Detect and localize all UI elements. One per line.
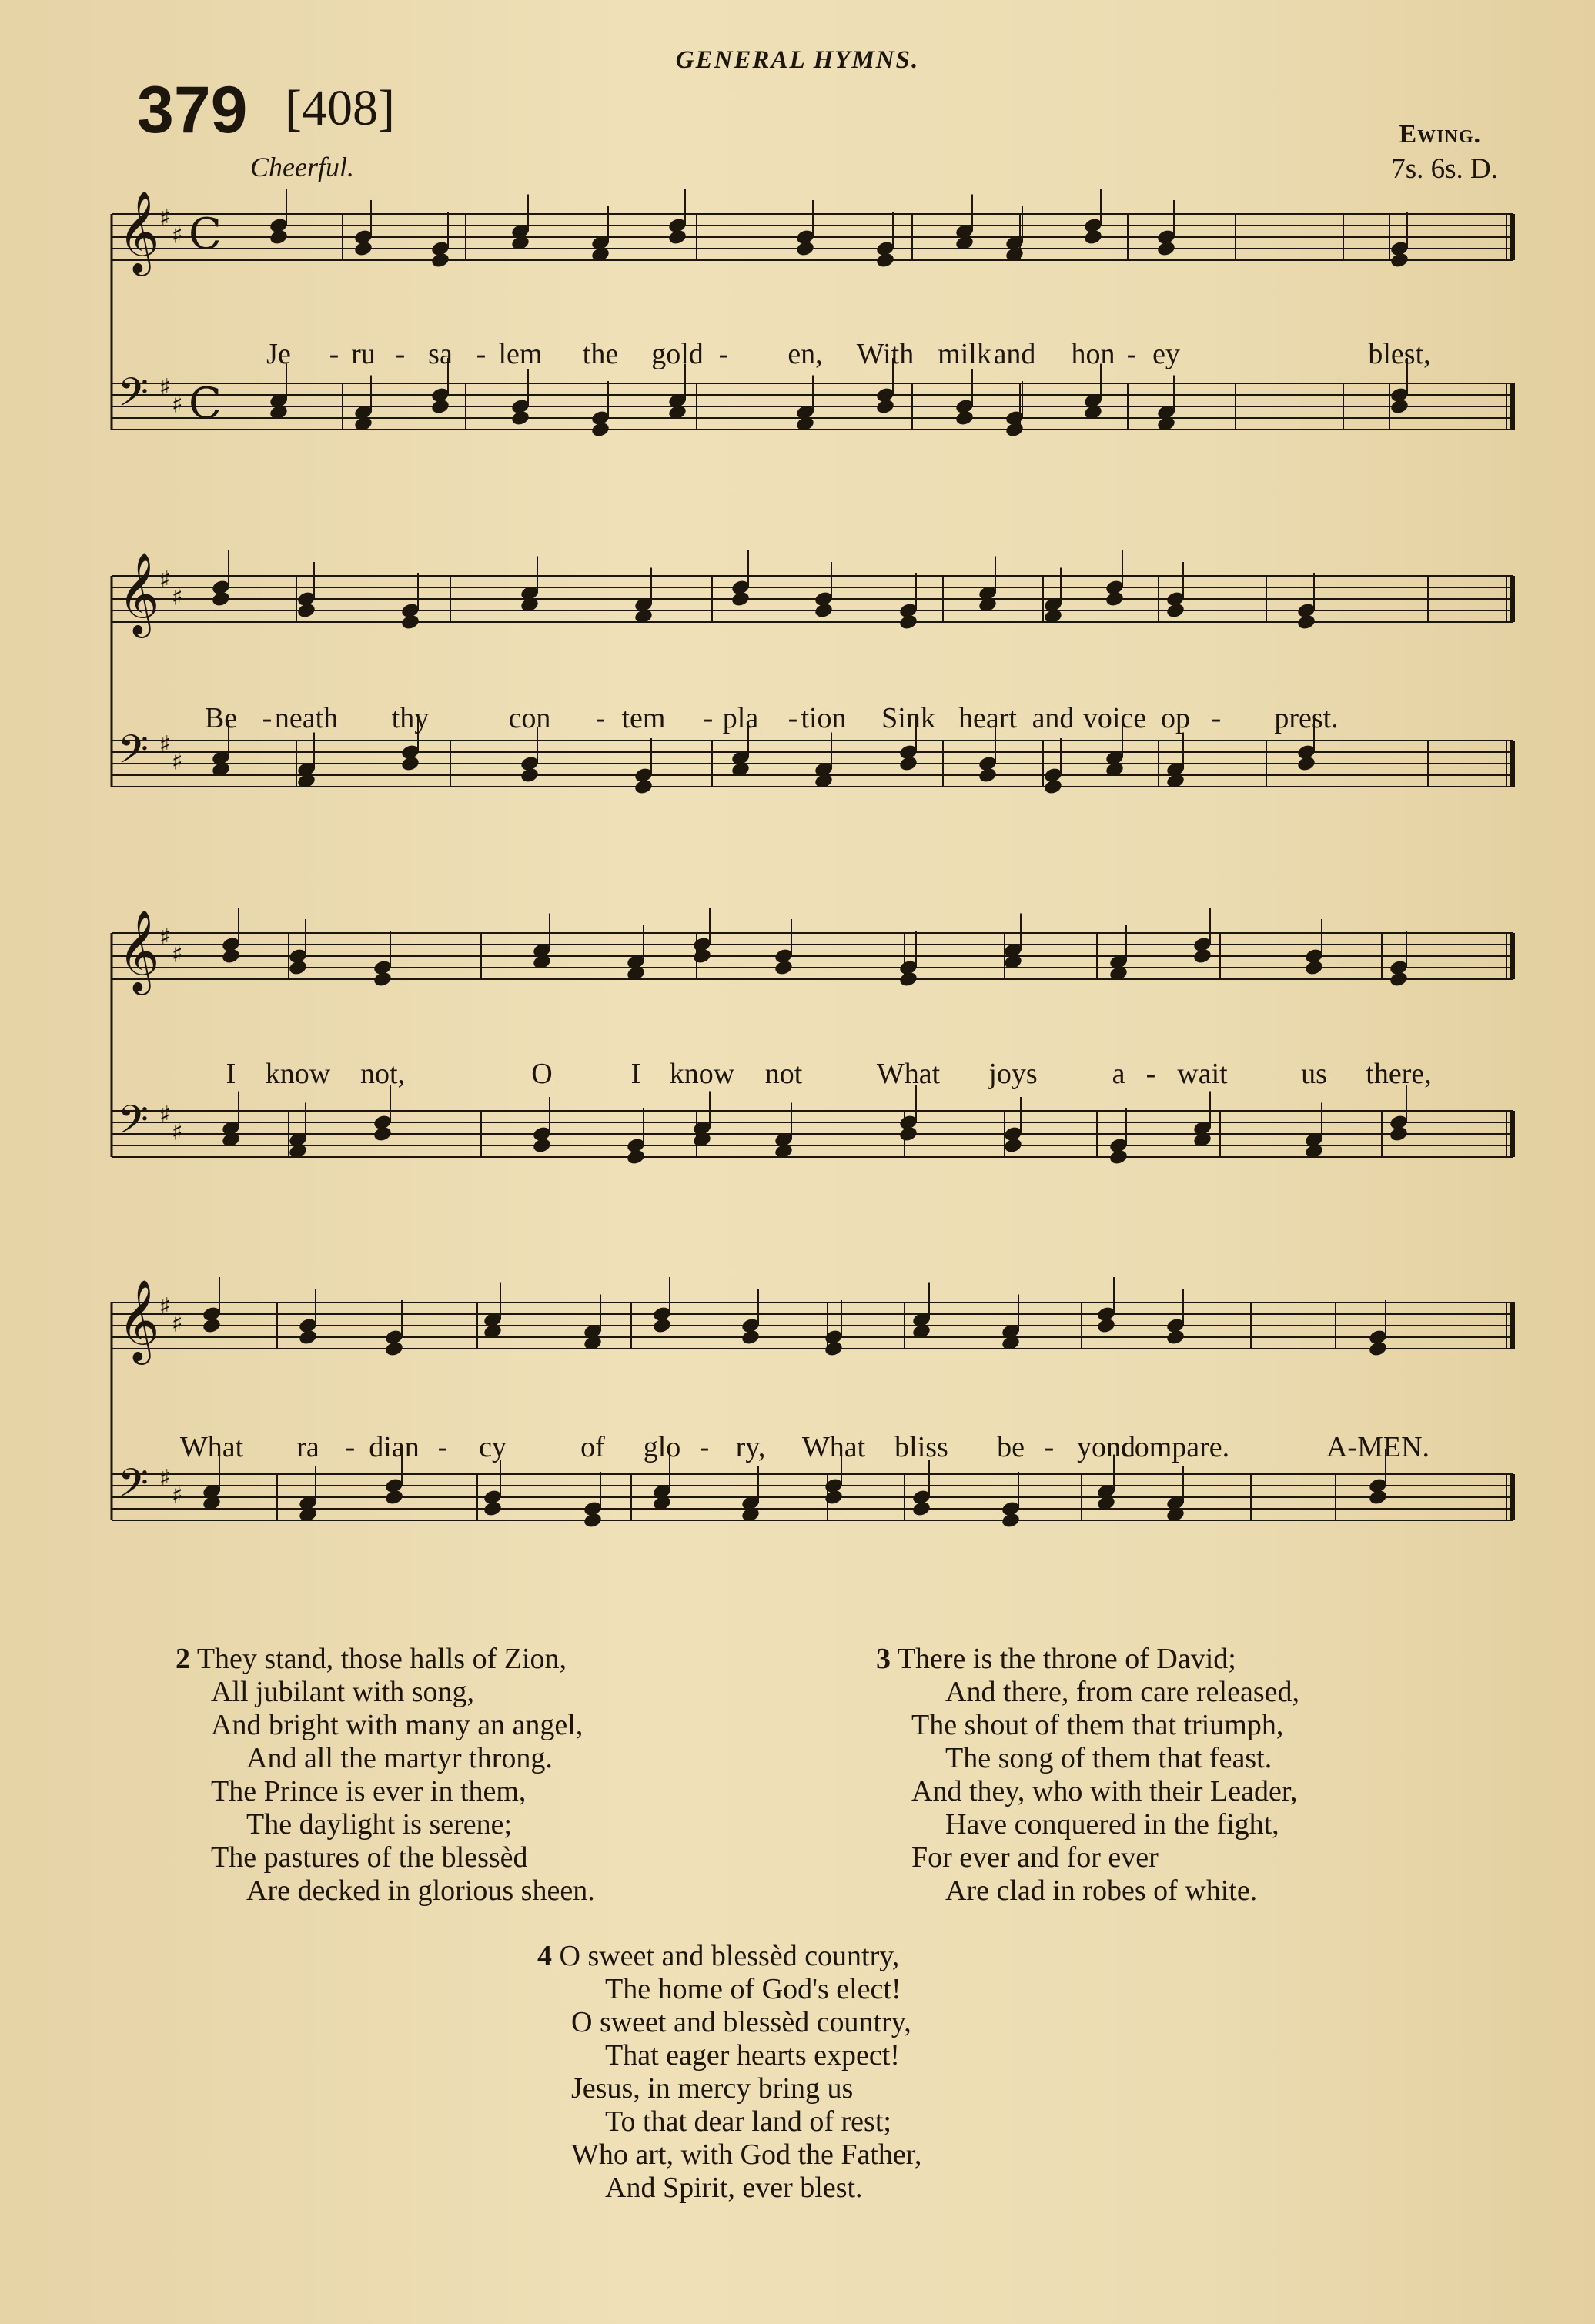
notehead bbox=[875, 252, 895, 269]
notehead bbox=[430, 398, 450, 416]
notehead bbox=[1304, 959, 1324, 977]
notehead bbox=[353, 240, 373, 258]
stanza-line: And they, who with their Leader, bbox=[911, 1775, 1298, 1807]
notehead bbox=[898, 755, 918, 773]
lyric-hyphen: - bbox=[345, 1431, 356, 1463]
notehead bbox=[288, 959, 308, 977]
notehead bbox=[269, 229, 289, 246]
lyric-syllable: bliss bbox=[894, 1431, 948, 1463]
treble-clef-icon: 𝄞 bbox=[118, 909, 160, 991]
section-header: GENERAL HYMNS. bbox=[675, 46, 920, 74]
lyric-hyphen: - bbox=[262, 702, 273, 734]
sharp-icon: ♯ bbox=[172, 1310, 183, 1338]
lyric-hyphen: - bbox=[476, 338, 487, 370]
stanza-line: Have conquered in the fight, bbox=[945, 1808, 1279, 1841]
sharp-icon: ♯ bbox=[172, 222, 183, 249]
lyric-hyphen: - bbox=[329, 338, 339, 370]
stanza-number: 3 bbox=[876, 1643, 891, 1675]
lyric-syllable: and bbox=[1032, 702, 1075, 734]
lyric-hyphen: - bbox=[437, 1431, 448, 1463]
lyric-syllable: What bbox=[179, 1431, 244, 1463]
lyric-syllable: voice bbox=[1082, 702, 1147, 734]
lyric-hyphen: - bbox=[1211, 702, 1222, 734]
notehead bbox=[532, 1137, 552, 1155]
lyric-syllable: Be bbox=[204, 702, 238, 734]
stanza-line: The Prince is ever in them, bbox=[211, 1775, 527, 1807]
lyric-syllable: con bbox=[508, 702, 551, 734]
notehead bbox=[626, 1149, 646, 1166]
treble-clef-icon: 𝄞 bbox=[118, 552, 160, 634]
tune-name: Ewing. bbox=[1399, 120, 1481, 149]
notehead bbox=[898, 971, 918, 988]
stanza-line: And all the martyr throng. bbox=[246, 1742, 553, 1774]
lyric-syllable: yond bbox=[1077, 1431, 1135, 1463]
notehead bbox=[731, 590, 751, 608]
notehead bbox=[384, 1489, 404, 1506]
notehead bbox=[1096, 1317, 1116, 1335]
lyric-hyphen: - bbox=[1044, 1431, 1055, 1463]
sharp-icon: ♯ bbox=[172, 748, 183, 776]
lyric-syllable: and bbox=[993, 338, 1036, 370]
lyric-syllable: What bbox=[801, 1431, 866, 1463]
lyric-syllable: compare. bbox=[1121, 1431, 1230, 1463]
notehead bbox=[1165, 602, 1185, 620]
bass-clef-icon: 𝄢 bbox=[118, 1460, 149, 1516]
stanza-line: They stand, those halls of Zion, bbox=[196, 1643, 567, 1675]
lyric-syllable: ru bbox=[351, 338, 376, 370]
lyric-hyphen: - bbox=[718, 338, 729, 370]
lyric-syllable: not, bbox=[359, 1058, 406, 1090]
notehead bbox=[634, 778, 654, 796]
notehead bbox=[1108, 1149, 1129, 1166]
stanza-line: Are clad in robes of white. bbox=[945, 1874, 1258, 1907]
tempo-marking: Cheerful. bbox=[250, 152, 354, 182]
lyric-syllable: blest, bbox=[1368, 338, 1431, 370]
lyric-syllable: Je bbox=[266, 338, 291, 370]
lyric-syllable: ey bbox=[1152, 338, 1180, 370]
stanza-line: The daylight is serene; bbox=[246, 1808, 513, 1841]
stanza-line: And bright with many an angel, bbox=[211, 1709, 583, 1741]
sharp-icon: ♯ bbox=[172, 941, 183, 968]
notehead bbox=[911, 1500, 931, 1518]
sharp-icon: ♯ bbox=[159, 1465, 171, 1492]
lyric-syllable: glo bbox=[643, 1431, 681, 1463]
lyric-syllable: not bbox=[764, 1058, 803, 1090]
notehead bbox=[774, 959, 794, 977]
notehead bbox=[221, 948, 241, 965]
notehead bbox=[520, 767, 540, 784]
lyric-syllable: en, bbox=[787, 338, 823, 370]
bass-clef-icon: 𝄢 bbox=[118, 369, 149, 425]
sharp-icon: ♯ bbox=[172, 1482, 183, 1510]
treble-clef-icon: 𝄞 bbox=[118, 190, 160, 273]
lyric-hyphen: - bbox=[395, 338, 406, 370]
notehead bbox=[1368, 1489, 1388, 1506]
stanza-3 bbox=[876, 1643, 1299, 1908]
notehead bbox=[1156, 240, 1176, 258]
sharp-icon: ♯ bbox=[159, 1293, 171, 1320]
notehead bbox=[400, 614, 420, 631]
lyric-syllable: hon bbox=[1071, 338, 1115, 370]
stanza-number: 2 bbox=[176, 1643, 190, 1675]
common-time-icon: C bbox=[189, 379, 222, 429]
sharp-icon: ♯ bbox=[159, 374, 171, 401]
lyric-syllable: a bbox=[1112, 1058, 1125, 1090]
lyric-syllable: O bbox=[531, 1058, 553, 1090]
lyric-syllable: milk bbox=[938, 338, 991, 370]
notehead bbox=[692, 948, 712, 965]
notehead bbox=[1296, 614, 1316, 631]
lyric-syllable: I bbox=[226, 1058, 236, 1090]
bass-clef-icon: 𝄢 bbox=[118, 1096, 149, 1152]
stanza-line: The song of them that feast. bbox=[945, 1742, 1272, 1774]
notehead bbox=[667, 229, 687, 246]
stanza-line: The shout of them that triumph, bbox=[911, 1709, 1284, 1741]
lyric-syllable: gold bbox=[651, 338, 704, 370]
notehead bbox=[583, 1512, 603, 1530]
notehead bbox=[741, 1329, 761, 1346]
lyric-syllable: wait bbox=[1177, 1058, 1228, 1090]
lyric-syllable: Sink bbox=[881, 702, 935, 734]
notehead bbox=[1389, 971, 1409, 988]
sharp-icon: ♯ bbox=[172, 584, 183, 611]
lyric-syllable: neath bbox=[274, 702, 339, 734]
sharp-icon: ♯ bbox=[172, 1119, 183, 1146]
stanza-line: To that dear land of rest; bbox=[605, 2105, 891, 2138]
old-hymn-number: [408] bbox=[285, 80, 395, 136]
notehead bbox=[1001, 1512, 1021, 1530]
stanza-line: The home of God's elect! bbox=[605, 1973, 901, 2005]
lyric-syllable: A-MEN. bbox=[1326, 1431, 1430, 1463]
notehead bbox=[875, 398, 895, 416]
notehead bbox=[510, 410, 530, 427]
stanza-line: All jubilant with song, bbox=[211, 1676, 474, 1708]
stanza-line: And there, from care released, bbox=[945, 1676, 1299, 1708]
stanza-line: For ever and for ever bbox=[911, 1841, 1159, 1874]
notehead bbox=[795, 240, 815, 258]
notehead bbox=[978, 767, 998, 784]
lyric-syllable: be bbox=[997, 1431, 1025, 1463]
notehead bbox=[296, 602, 316, 620]
lyric-syllable: ry, bbox=[735, 1431, 766, 1463]
notehead bbox=[955, 410, 975, 427]
stanza-2 bbox=[176, 1643, 595, 1908]
stanza-line: O sweet and blessèd country, bbox=[571, 2006, 911, 2038]
lyric-hyphen: - bbox=[703, 702, 714, 734]
sharp-icon: ♯ bbox=[159, 1102, 171, 1129]
notehead bbox=[1165, 1329, 1185, 1346]
lyric-hyphen: - bbox=[1126, 338, 1137, 370]
lyric-syllable: sa bbox=[428, 338, 453, 370]
notehead bbox=[652, 1317, 672, 1335]
sharp-icon: ♯ bbox=[159, 205, 171, 232]
sharp-icon: ♯ bbox=[159, 567, 171, 594]
notehead bbox=[211, 590, 231, 608]
notehead bbox=[384, 1340, 404, 1358]
notehead bbox=[824, 1489, 844, 1506]
lyric-syllable: With bbox=[856, 338, 915, 370]
lyric-syllable: tem bbox=[621, 702, 666, 734]
notehead bbox=[202, 1317, 222, 1335]
lyric-hyphen: - bbox=[1145, 1058, 1156, 1090]
notehead bbox=[1005, 421, 1025, 439]
lyric-hyphen: - bbox=[595, 702, 606, 734]
lyric-syllable: know bbox=[265, 1058, 331, 1090]
lyric-syllable: joys bbox=[988, 1058, 1038, 1090]
notehead bbox=[898, 614, 918, 631]
notehead bbox=[400, 755, 420, 773]
stanza-line: Jesus, in mercy bring us bbox=[571, 2072, 854, 2105]
lyric-hyphen: - bbox=[787, 702, 798, 734]
lyric-syllable: us bbox=[1301, 1058, 1327, 1090]
lyric-syllable: I bbox=[630, 1058, 641, 1090]
notehead bbox=[1389, 1125, 1409, 1143]
notehead bbox=[430, 252, 450, 269]
common-time-icon: C bbox=[189, 209, 222, 259]
notehead bbox=[814, 602, 834, 620]
lyric-syllable: lem bbox=[498, 338, 543, 370]
lyric-hyphen: - bbox=[699, 1431, 710, 1463]
notehead bbox=[898, 1125, 918, 1143]
stanza-line: The pastures of the blessèd bbox=[211, 1841, 528, 1874]
lyric-syllable: pla bbox=[722, 702, 759, 734]
notehead bbox=[1043, 778, 1063, 796]
sharp-icon: ♯ bbox=[172, 391, 183, 419]
lyric-syllable: op bbox=[1161, 702, 1190, 734]
meter: 7s. 6s. D. bbox=[1391, 153, 1498, 185]
stanza-line: Who art, with God the Father, bbox=[571, 2138, 922, 2171]
sharp-icon: ♯ bbox=[159, 924, 171, 951]
lyric-syllable: thy bbox=[391, 702, 430, 734]
stanza-line: That eager hearts expect! bbox=[605, 2039, 900, 2072]
lyric-syllable: of bbox=[580, 1431, 605, 1463]
notehead bbox=[1389, 398, 1409, 416]
stanza-line: And Spirit, ever blest. bbox=[605, 2172, 863, 2204]
notehead bbox=[824, 1340, 844, 1358]
lyric-syllable: know bbox=[669, 1058, 735, 1090]
notehead bbox=[1296, 755, 1316, 773]
notehead bbox=[590, 421, 610, 439]
stanza-line: O sweet and blessèd country, bbox=[559, 1940, 900, 1972]
lyric-syllable: ra bbox=[296, 1431, 319, 1463]
notehead bbox=[1368, 1340, 1388, 1358]
lyric-syllable: tion bbox=[801, 702, 847, 734]
stanza-line: Are decked in glorious sheen. bbox=[246, 1874, 595, 1907]
notehead bbox=[373, 971, 393, 988]
lyric-syllable: there, bbox=[1366, 1058, 1432, 1090]
notehead bbox=[1003, 1137, 1023, 1155]
notehead bbox=[298, 1329, 318, 1346]
lyric-syllable: heart bbox=[958, 702, 1017, 734]
lyric-syllable: dian bbox=[369, 1431, 420, 1463]
bass-clef-icon: 𝄢 bbox=[118, 726, 149, 782]
notehead bbox=[483, 1500, 503, 1518]
sharp-icon: ♯ bbox=[159, 731, 171, 758]
stanza-line: There is the throne of David; bbox=[897, 1643, 1236, 1675]
notehead bbox=[1389, 252, 1409, 269]
notehead bbox=[1105, 590, 1125, 608]
hymn-number: 379 bbox=[137, 73, 248, 147]
lyric-syllable: cy bbox=[479, 1431, 507, 1463]
lyric-syllable: prest. bbox=[1274, 702, 1339, 734]
lyric-syllable: What bbox=[876, 1058, 941, 1090]
notehead bbox=[1083, 229, 1103, 246]
notehead bbox=[373, 1125, 393, 1143]
stanza-number: 4 bbox=[537, 1940, 552, 1972]
notehead bbox=[1192, 948, 1212, 965]
lyric-syllable: the bbox=[582, 338, 619, 370]
treble-clef-icon: 𝄞 bbox=[118, 1279, 160, 1361]
stanza-4 bbox=[537, 1940, 921, 2205]
